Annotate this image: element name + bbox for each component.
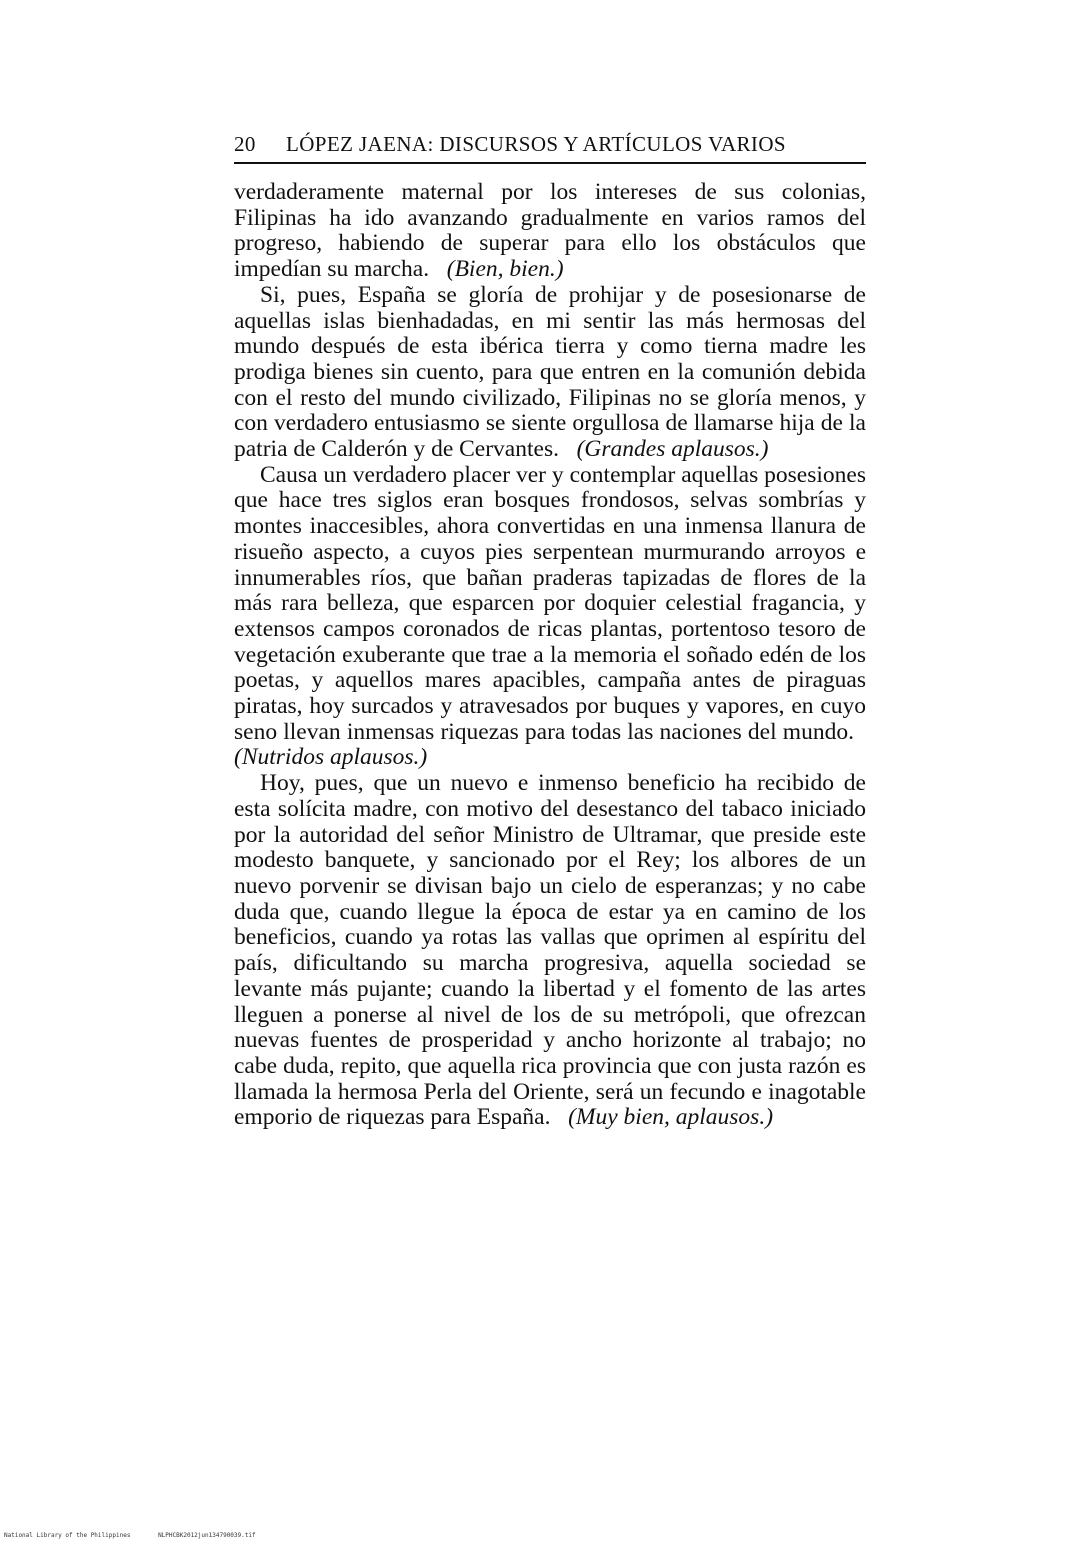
audience-reaction: (Muy bien, aplausos.): [568, 1104, 774, 1131]
paragraph-text: Hoy, pues, que un nuevo e inmenso beneficio ha recibido de esta solícita madre, con motivo del desestanco del tabaco iniciado por la autoridad del señor Ministro de Ultramar, que preside este modesto banquete, y sancionado por el Rey; los albores de un nuevo porvenir se divisan bajo un cielo de esperanzas; y no cabe duda que, cuando llegue la época de estar ya en camino de los beneficios, cuando ya rotas las vallas que oprimen al espíritu del país, dificultando su marcha progresiva, aquella sociedad se levante más pujante; cuando la libertad y el fomento de las artes lleguen a ponerse al nivel de los de su metrópoli, que ofrezcan nuevas fuentes de prosperidad y ancho horizonte al trabajo; no cabe duda, repito, que aquella rica provincia que con justa razón es llamada la hermosa Perla del Oriente, será un fecundo e inagotable emporio de riquezas para España.: [234, 770, 866, 1131]
running-head: LÓPEZ JAENA: DISCURSOS Y ARTÍCULOS VARIOS: [286, 132, 786, 156]
paragraph-text: verdaderamente maternal por los intereses de sus colonias, Filipinas ha ido avanzando gradualmente en varios ramos del progreso, habiendo de superar para ello los obstáculos que impedían su marcha.: [234, 179, 866, 283]
paragraph: [234, 463, 866, 771]
paragraph: [234, 283, 866, 463]
audience-reaction: (Bien, bien.): [446, 256, 564, 283]
paragraph: [234, 180, 866, 283]
library-credit: National Library of the Philippines: [4, 1532, 131, 1539]
page-header: [234, 132, 840, 158]
scan-footer: [4, 1532, 280, 1539]
header-rule: [234, 162, 866, 164]
paragraph-text: Si, pues, España se gloría de prohijar y de posesionarse de aquellas islas bienhadadas, en mi sentir las más hermosas del mundo después de esta ibérica tierra y como tierna madre les prodiga bienes sin cuento, para que entren en la comunión debida con el resto del mundo civilizado, Filipinas no se gloría menos, y con verdadero entusiasmo se siente orgullosa de llamarse hija de la patria de Calderón y de Cervantes.: [234, 281, 866, 463]
file-id: NLPHCBK2012jun134790039.tif: [158, 1532, 256, 1539]
paragraph-text: Causa un verdadero placer ver y contemplar aquellas posesiones que hace tres siglos eran bosques frondosos, selvas sombrías y montes inaccesibles, ahora convertidas en una inmensa llanura de risueño aspecto, a cuyos pies serpentean murmurando arroyos e innumerables ríos, que bañan praderas tapizadas de flores de la más rara belleza, que esparcen por doquier celestial fragancia, y extensos campos coronados de ricas plantas, portentoso tesoro de vegetación exuberante que trae a la memoria el soñado edén de los poetas, y aquellos mares apacibles, campaña antes de piraguas piratas, hoy surcados y atravesados por buques y vapores, en cuyo seno llevan inmensas riquezas para todas las naciones del mundo.: [234, 461, 866, 745]
body-text: [234, 180, 866, 1131]
audience-reaction: (Nutridos aplausos.): [234, 744, 428, 771]
page-number: 20: [234, 132, 256, 156]
audience-reaction: (Grandes aplausos.): [576, 436, 769, 463]
paragraph: [234, 771, 866, 1131]
